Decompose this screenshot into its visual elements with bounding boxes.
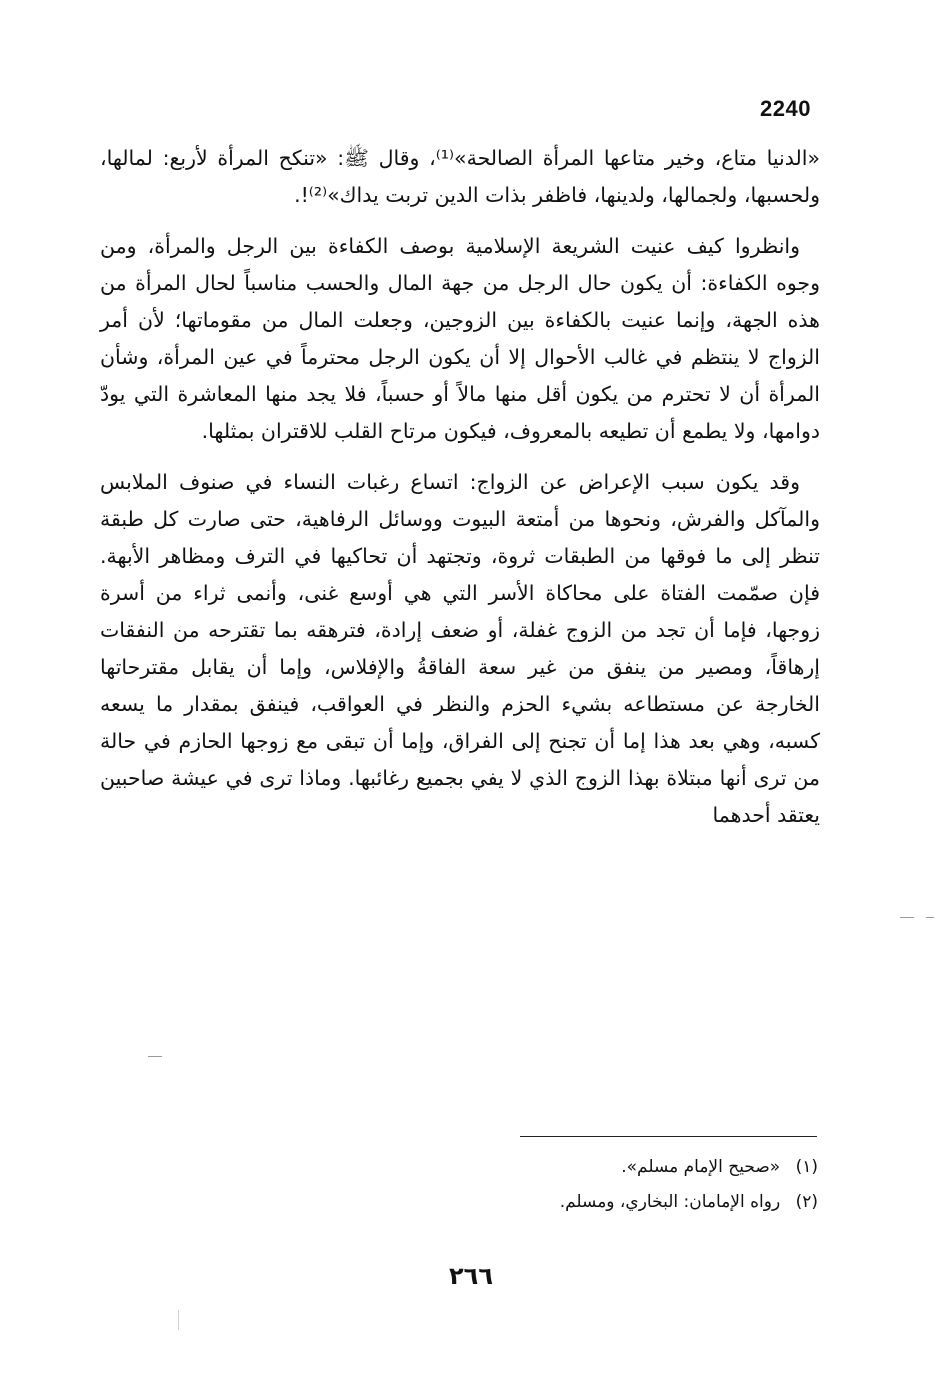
footnote-text: رواه الإمامان: البخاري، ومسلم. bbox=[559, 1192, 781, 1212]
scan-mark bbox=[178, 1310, 181, 1330]
footnote-text: «صحيح الإمام مسلم». bbox=[621, 1157, 781, 1177]
paragraph-kafaa: وانظروا كيف عنيت الشريعة الإسلامية بوصف الكفاءة بين الرجل والمرأة، ومن وجوه الكفاءة: أن يكون حال الرجل من جهة المال والحسب مناسباً لحال المرأة من هذه الجهة، وإنما عنيت بالكفاءة بين الزوجين، وجعلت المال من مقوماتها؛ لأن أمر الزواج لا ينتظم في غالب الأحوال إلا أن يكون الرجل محترماً في عين المرأة، وشأن المرأة أن لا تحترم من يكون أقل منها مالاً أو حسباً، فلا يجد منها المعاشرة التي يودّ دوامها، ولا يطمع أن تطيعه بالمعروف، فيكون مرتاح القلب للاقتران بمثلها. bbox=[100, 234, 820, 443]
footnote-1 bbox=[100, 1150, 818, 1185]
footnote-divider bbox=[520, 1136, 817, 1137]
footnote-number: (١) bbox=[795, 1157, 818, 1177]
main-text bbox=[100, 140, 820, 848]
page-number: ٢٦٦ bbox=[449, 1262, 493, 1290]
footnote-2 bbox=[100, 1185, 818, 1220]
footnotes bbox=[100, 1150, 818, 1220]
scan-mark bbox=[926, 917, 934, 918]
paragraph-hadith: «الدنيا متاع، وخير متاعها المرأة الصالحة»⁽¹⁾، وقال ﷺ: «تنكح المرأة لأربع: لمالها، ولحسبها، ولجمالها، ولدينها، فاظفر بذات الدين تربت يداك»⁽²⁾!. bbox=[100, 146, 820, 207]
running-page-number: 2240 bbox=[760, 96, 811, 121]
paragraph-reasons: وقد يكون سبب الإعراض عن الزواج: اتساع رغبات النساء في صنوف الملابس والمآكل والفرش، ونحوها من أمتعة البيوت ووسائل الرفاهية، حتى صارت كل طبقة تنظر إلى ما فوقها من الطبقات ثروة، وتجتهد أن تحاكيها في الترف ومظاهر الأبهة. فإن صمّمت الفتاة على محاكاة الأسر التي هي أوسع غنى، وأنمى ثراء من أسرة زوجها، فإما أن تجد من الزوج غفلة، أو ضعف إرادة، فترهقه بما تقترحه من النفقات إرهاقاً، ومصير من ينفق من غير سعة الفاقةُ والإفلاس، وإما أن يقابل مقترحاتها الخارجة عن مستطاعه بشيء الحزم والنظر في العواقب، فينفق بمقدار ما يسعه كسبه، وهي بعد هذا إما أن تجنح إلى الفراق، وإما أن تبقى مع زوجها الحازم في حالة من ترى أنها مبتلاة بهذا الزوج الذي لا يفي بجميع رغائبها. وماذا ترى في عيشة صاحبين يعتقد أحدهما bbox=[100, 470, 820, 827]
scan-mark bbox=[148, 1056, 162, 1057]
scan-mark bbox=[900, 917, 914, 918]
footnote-number: (٢) bbox=[795, 1192, 818, 1212]
